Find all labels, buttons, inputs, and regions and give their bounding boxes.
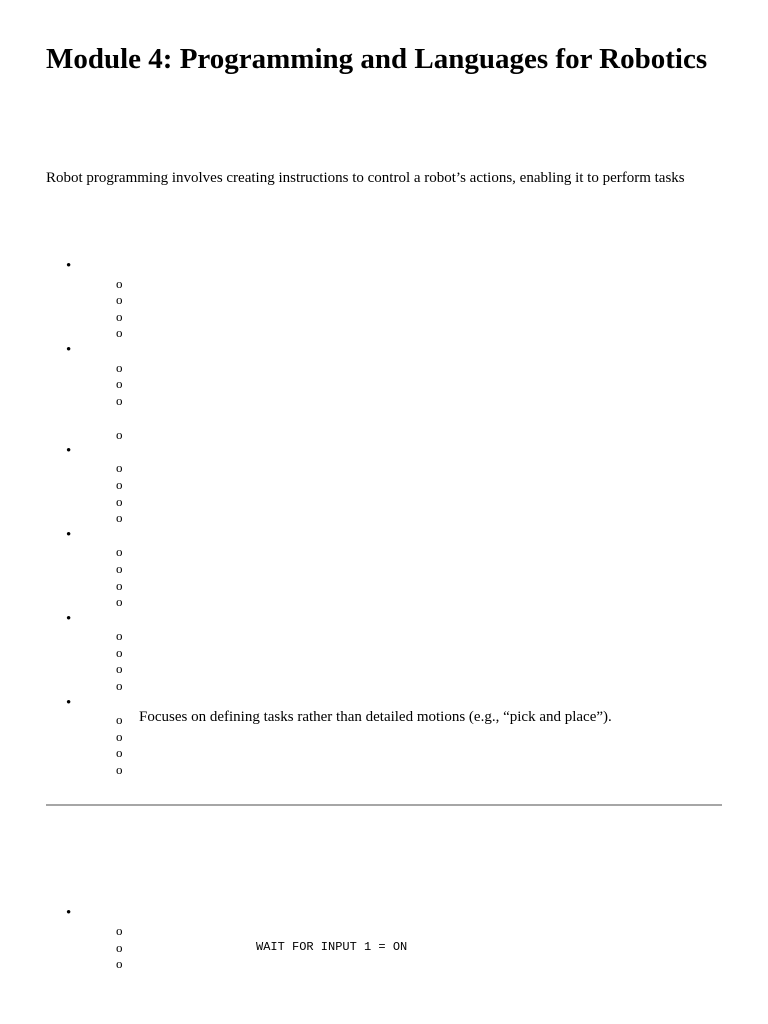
list-bullet: • (66, 611, 72, 627)
sub-bullet: o (116, 427, 123, 442)
sub-bullet: o (116, 376, 123, 391)
horizontal-divider (46, 804, 722, 806)
sub-bullet: o (116, 923, 123, 938)
list-bullet: • (66, 527, 72, 543)
sub-bullet: o (116, 309, 123, 324)
sub-bullet: o (116, 661, 123, 676)
sub-bullet: o (116, 578, 123, 593)
sub-bullet: o (116, 678, 123, 693)
sub-bullet: o (116, 645, 123, 660)
sub-bullet: o (116, 956, 123, 971)
sub-bullet: o (116, 745, 123, 760)
code-line: WAIT FOR INPUT 1 = ON (256, 940, 408, 954)
sub-bullet: o (116, 360, 123, 375)
sub-bullet: o (116, 594, 123, 609)
sub-bullet: o (116, 940, 123, 955)
intro-paragraph: Robot programming involves creating instructions to control a robot’s actions, enabling it to perform tasks (46, 170, 685, 186)
sub-bullet: o (116, 276, 123, 291)
sub-bullet: o (116, 477, 123, 492)
sub-bullet: o (116, 762, 123, 777)
list-bullet: • (66, 905, 72, 921)
list-bullet: • (66, 342, 72, 358)
list-bullet: • (66, 443, 72, 459)
sub-bullet: o (116, 393, 123, 408)
page-title: Module 4: Programming and Languages for Robotics (46, 43, 708, 75)
sub-item-text: Focuses on defining tasks rather than detailed motions (e.g., “pick and place”). (139, 709, 612, 725)
list-bullet: • (66, 695, 72, 711)
sub-bullet: o (116, 561, 123, 576)
sub-bullet: o (116, 460, 123, 475)
sub-bullet: o (116, 729, 123, 744)
sub-bullet: o (116, 544, 123, 559)
sub-bullet: o (116, 494, 123, 509)
list-bullet: • (66, 258, 72, 274)
sub-bullet: o (116, 628, 123, 643)
sub-bullet: o (116, 510, 123, 525)
sub-bullet: o (116, 292, 123, 307)
sub-bullet: o (116, 712, 123, 727)
sub-bullet: o (116, 325, 123, 340)
